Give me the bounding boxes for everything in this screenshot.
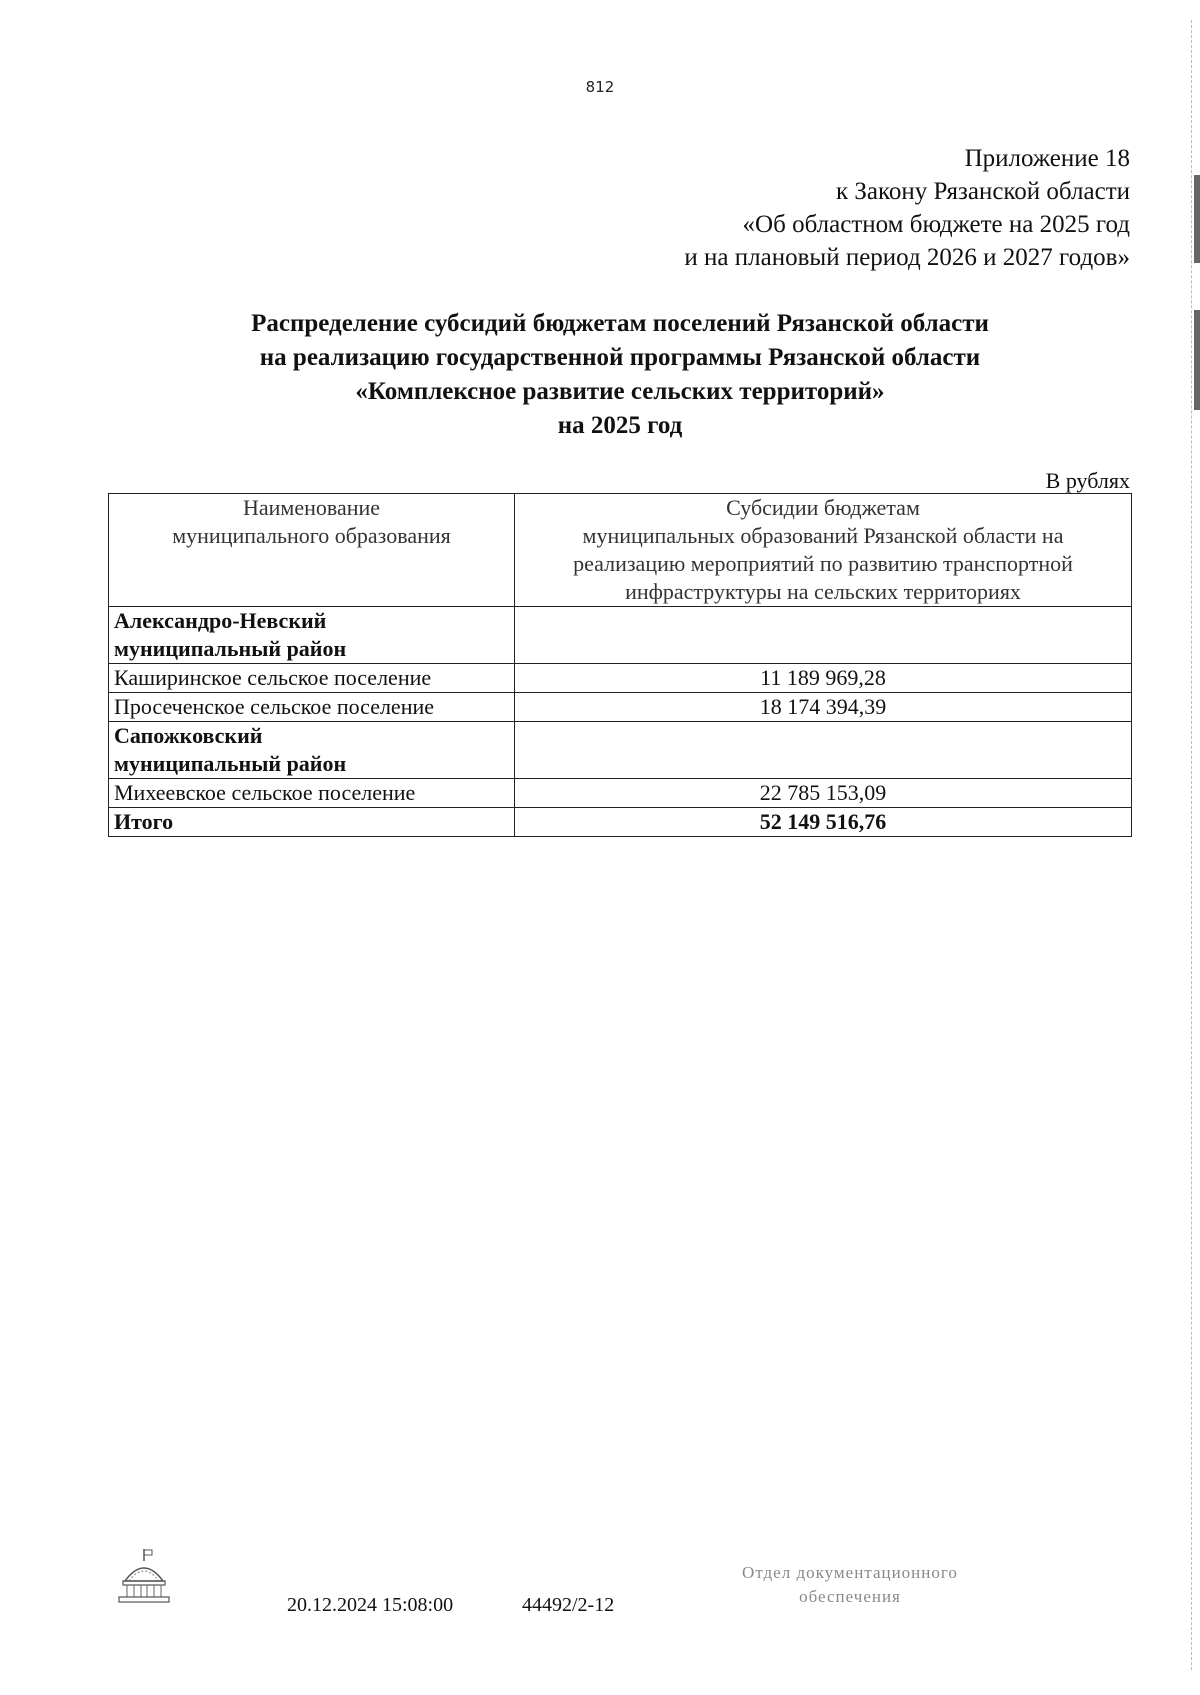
footer-datetime: 20.12.2024 15:08:00 <box>287 1594 454 1616</box>
group-name-line-2: муниципальный район <box>114 636 347 661</box>
appendix-line-2: к Закону Рязанской области <box>836 178 1130 205</box>
footer-document-code: 44492/2-12 <box>522 1594 615 1616</box>
header-value-line-4: инфраструктуры на сельских территориях <box>625 579 1021 604</box>
header-value-line-1: Субсидии бюджетам <box>726 495 920 520</box>
header-name-line-1: Наименование <box>242 495 381 520</box>
row-name-cell: Михеевское сельское поселение <box>109 779 515 808</box>
row-value-cell <box>515 722 1132 779</box>
stamp-line-1: Отдел документационного <box>742 1563 958 1582</box>
scan-edge-mark <box>1194 175 1200 263</box>
scan-edge-mark <box>1194 310 1200 410</box>
table-row <box>109 693 1132 722</box>
appendix-line-1: Приложение 18 <box>964 145 1130 172</box>
title-line-3: «Комплексное развитие сельских территорий» <box>355 378 885 405</box>
title-line-1: Распределение субсидий бюджетам поселений Рязанской области <box>251 310 989 337</box>
scan-edge-line <box>1188 20 1192 1670</box>
table-header-row <box>109 494 1132 607</box>
header-value-line-2: муниципальных образований Рязанской области на <box>582 523 1064 548</box>
title-line-2: на реализацию государственной программы Рязанской области <box>259 344 981 371</box>
header-value-cell <box>515 494 1132 607</box>
row-name-cell: Просеченское сельское поселение <box>109 693 515 722</box>
header-name-cell <box>109 494 515 607</box>
row-name-cell <box>109 722 515 779</box>
table-row <box>109 664 1132 693</box>
stamp-line-2: обеспечения <box>799 1587 901 1606</box>
table-total-row <box>109 808 1132 837</box>
page-number: 812 <box>585 78 615 96</box>
group-name-line-1: Александро-Невский <box>114 608 327 633</box>
total-value-cell: 52 149 516,76 <box>515 808 1132 837</box>
row-value-cell: 22 785 153,09 <box>515 779 1132 808</box>
department-stamp <box>705 1561 995 1609</box>
row-name-cell: Каширинское сельское поселение <box>109 664 515 693</box>
appendix-block <box>684 142 1130 274</box>
table-row <box>109 779 1132 808</box>
title-line-4: на 2025 год <box>557 412 683 439</box>
table-row-group <box>109 722 1132 779</box>
document-title <box>110 307 1130 443</box>
row-value-cell: 18 174 394,39 <box>515 693 1132 722</box>
row-value-cell <box>515 607 1132 664</box>
building-dome-logo-icon <box>115 1547 173 1605</box>
appendix-line-4: и на плановый период 2026 и 2027 годов» <box>684 244 1130 271</box>
row-value-cell: 11 189 969,28 <box>515 664 1132 693</box>
units-label: В рублях <box>1045 468 1130 493</box>
group-name-line-2: муниципальный район <box>114 751 347 776</box>
appendix-line-3: «Об областном бюджете на 2025 год <box>742 211 1130 238</box>
header-value-line-3: реализацию мероприятий по развитию транспортной <box>573 551 1073 576</box>
subsidies-table <box>108 493 1132 837</box>
header-name-line-2: муниципального образования <box>172 523 451 548</box>
total-label-cell: Итого <box>109 808 515 837</box>
group-name-line-1: Сапожковский <box>114 723 263 748</box>
row-name-cell <box>109 607 515 664</box>
table-row-group <box>109 607 1132 664</box>
